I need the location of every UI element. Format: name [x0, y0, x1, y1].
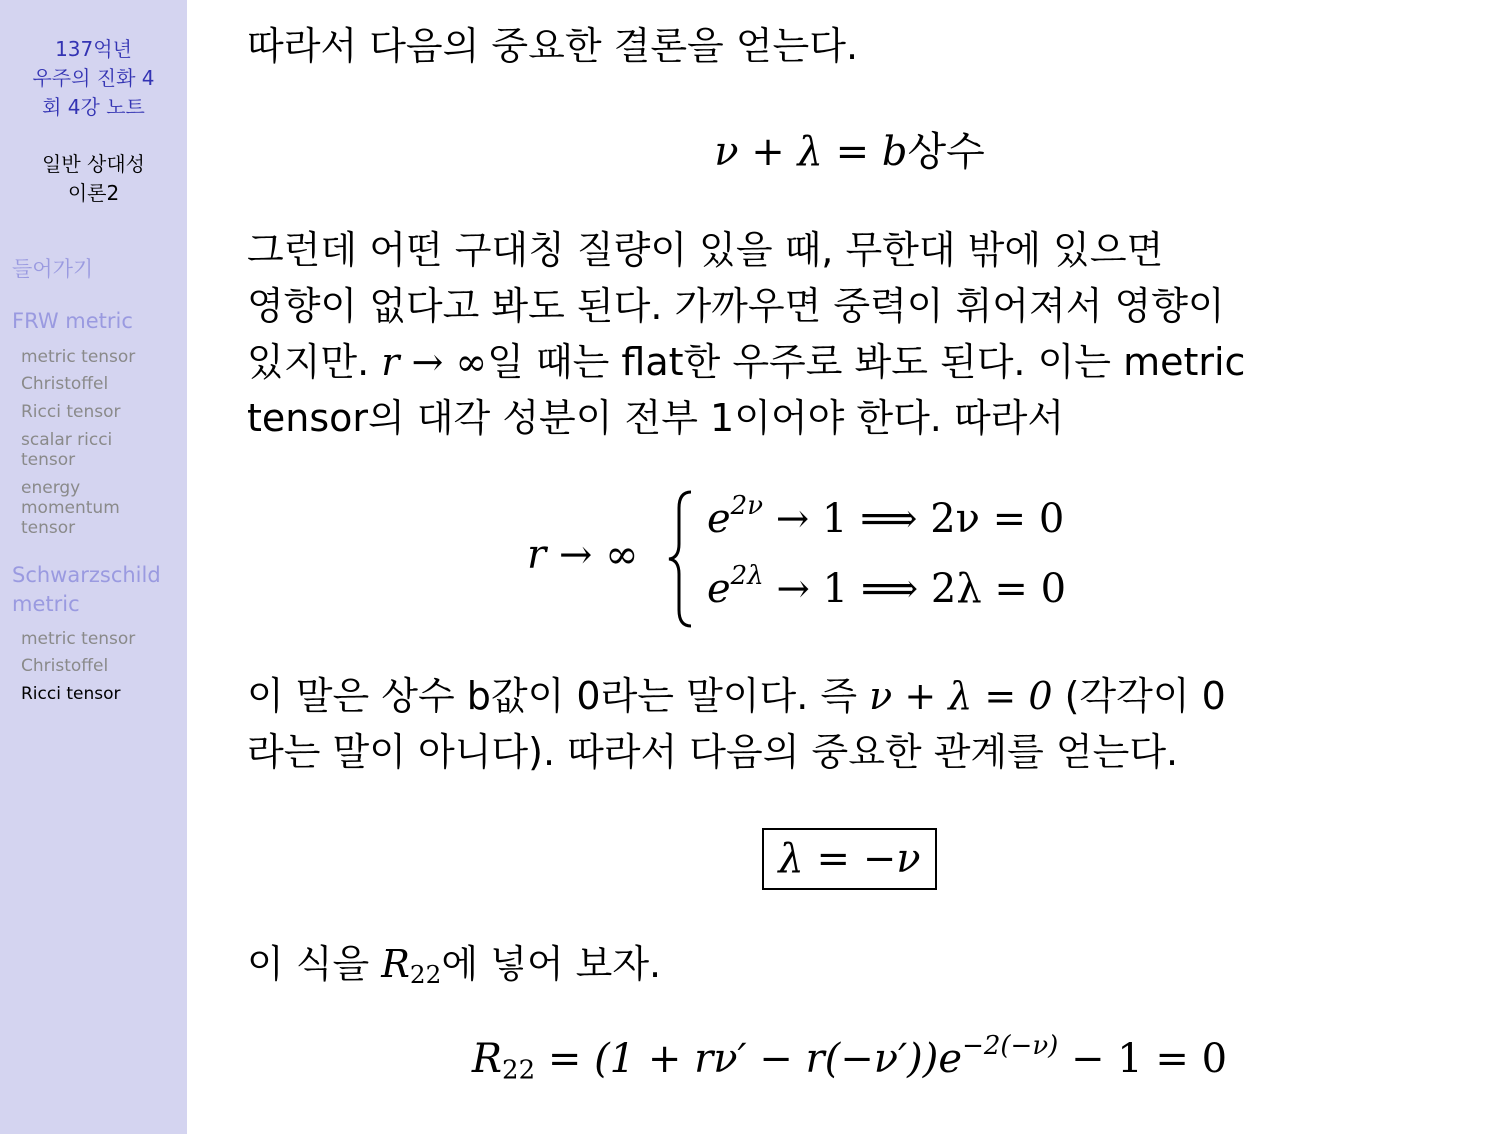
eq-subscript: 22	[502, 1055, 536, 1086]
text-fragment: 이 말은 상수 b값이 0라는 말이다. 즉	[247, 674, 870, 718]
inline-math-sum-zero: ν + λ = 0	[869, 674, 1053, 718]
eq-middle: = (1 + rν′ − r(−ν′))	[535, 1036, 939, 1082]
eq-e: e	[938, 1036, 963, 1082]
boxed-lambda-equals-minus-nu: λ = −ν	[762, 828, 936, 890]
inline-math-r-to-infinity: r → ∞	[381, 340, 488, 384]
paragraph-conclusion-intro: 따라서 다음의 중요한 결론을 얻는다.	[247, 24, 859, 68]
equation-r22	[187, 1030, 1512, 1086]
eq-exponent: −2(−ν)	[962, 1030, 1059, 1061]
case-exponent: 2λ	[730, 560, 764, 591]
case-row-2	[707, 560, 1067, 612]
paragraph-spherical-mass	[247, 222, 1477, 446]
presentation-title-line-2[interactable]: 우주의 진화 4	[32, 66, 155, 90]
nav-item-frw-scalar-ricci-tensor[interactable]: scalar ricci tensor	[21, 430, 113, 470]
paragraph-line: 라는 말이 아니다). 따라서 다음의 중요한 관계를 얻는다.	[247, 730, 1179, 774]
presentation-title-line-3[interactable]: 회 4강 노트	[42, 95, 145, 119]
nav-item-schw-ricci-tensor-current[interactable]: Ricci tensor	[21, 684, 121, 704]
nav-section-frw-metric[interactable]: FRW metric	[12, 309, 133, 333]
equation-limit-cases	[527, 488, 1147, 630]
slide-content	[187, 0, 1512, 1134]
case-exponent: 2ν	[730, 490, 764, 521]
nav-section-schwarzschild-metric[interactable]: Schwarzschild metric	[12, 563, 161, 616]
presentation-title-line-1[interactable]: 137억년	[55, 37, 132, 61]
paragraph-constant-zero	[247, 668, 1477, 780]
left-brace-icon	[667, 488, 697, 630]
eq-tail: − 1 = 0	[1058, 1036, 1228, 1082]
text-fragment: 에 넣어 보자.	[441, 942, 662, 986]
presentation-subtitle-line-2: 이론2	[67, 181, 120, 205]
paragraph-substitute-r22	[247, 936, 1477, 992]
equation-nu-plus-lambda	[187, 120, 1512, 177]
nav-item-frw-energy-momentum-tensor[interactable]: energy momentum tensor	[21, 478, 120, 538]
equation-constant-b: b	[881, 129, 908, 175]
text-fragment: 있지만.	[247, 340, 382, 384]
text-fragment: 일 때는 flat한 우주로 봐도 된다. 이는 metric	[487, 340, 1246, 384]
inline-math-subscript: 22	[409, 960, 442, 990]
paragraph-line: 영향이 없다고 봐도 된다. 가까우면 중력이 휘어져서 영향이	[247, 284, 1225, 328]
nav-section-intro[interactable]: 들어가기	[12, 257, 94, 281]
paragraph-line	[247, 668, 1477, 724]
case-base: e	[707, 496, 731, 542]
sidebar-navigation	[0, 0, 187, 1134]
paragraph-line: 그런데 어떤 구대칭 질량이 있을 때, 무한대 밖에 있으면	[247, 228, 1164, 272]
equation-boxed-relation	[187, 828, 1512, 890]
paragraph-line: tensor의 대각 성분이 전부 1이어야 한다. 따라서	[247, 396, 1065, 440]
nav-item-frw-christoffel[interactable]: Christoffel	[21, 374, 109, 394]
case-row-1	[707, 490, 1065, 542]
inline-math-r: R	[381, 942, 410, 986]
equation-lhs: ν + λ =	[714, 129, 882, 175]
eq-r: R	[471, 1036, 503, 1082]
cases-left-side: r → ∞	[527, 532, 639, 578]
text-fragment: 이 식을	[247, 942, 382, 986]
text-fragment: (각각이 0	[1052, 674, 1226, 718]
case-rest: → 1 ⟹ 2λ = 0	[763, 566, 1067, 612]
nav-item-schw-metric-tensor[interactable]: metric tensor	[21, 629, 136, 649]
nav-item-frw-ricci-tensor[interactable]: Ricci tensor	[21, 402, 121, 422]
equation-constant-word: 상수	[907, 129, 985, 175]
paragraph-line	[247, 334, 1477, 390]
nav-item-frw-metric-tensor[interactable]: metric tensor	[21, 347, 136, 367]
case-rest: → 1 ⟹ 2ν = 0	[763, 496, 1065, 542]
presentation-subtitle-line-1: 일반 상대성	[42, 152, 145, 176]
case-base: e	[707, 566, 731, 612]
nav-item-schw-christoffel[interactable]: Christoffel	[21, 656, 109, 676]
